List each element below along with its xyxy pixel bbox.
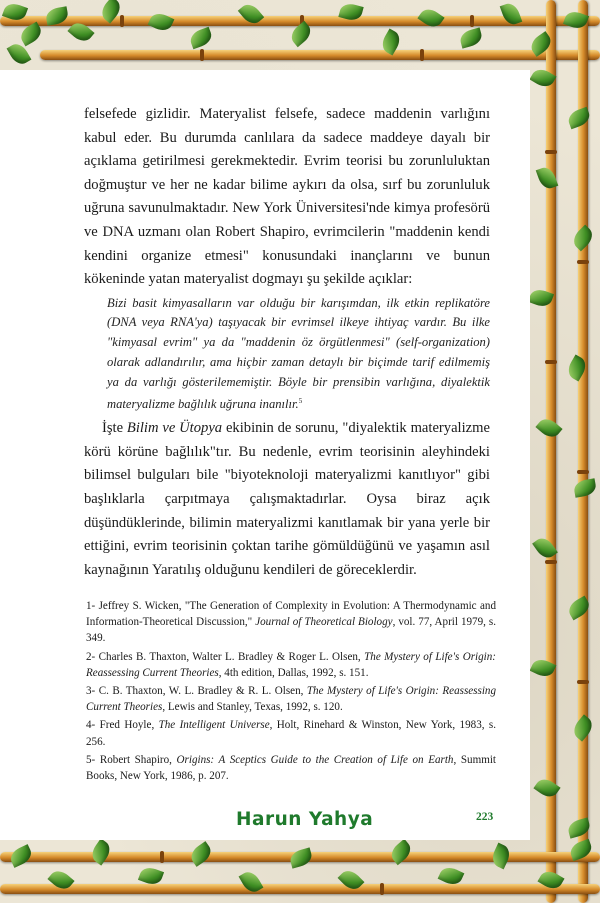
footnote-5: 5- Robert Shapiro, Origins: A Sceptics Guide to the Creation of Life on Earth, Summit Books, New York, 1986, p. 207. [86, 753, 496, 783]
author-name: Harun Yahya [236, 809, 374, 830]
ivy-leaves-bottom [0, 838, 600, 903]
quote-footnote-ref: 5 [298, 397, 303, 406]
block-quote [107, 294, 490, 415]
footnote-3: 3- C. B. Thaxton, W. L. Bradley & R. L. Olsen, The Mystery of Life's Origin: Reassessing Current Theories, Lewis and Stanley, Texas, 1992, s. 120. [86, 685, 496, 714]
paragraph-1: felsefede gizlidir. Materyalist felsefe, sadece maddenin varlığını kabul eder. Bu durumda canlılara da sadece maddeye dayalı bir açıklama getirilmesi gerekmektedir. Evrim teorisi bu zorunluluktan doğmuştur ve her ne kadar bilime aykırı da olsa, sırf bu zorunluluk uğruna savunulmaktadır. New York Üniversitesi'nde kimya profesörü ve DNA uzmanı olan Robert Shapiro, evrimcilerin "maddenin kendi kendini organize etmesi" konusundaki inançlarını ve bunun kökeninde yatan materyalist dogmayı şu şekilde açıklar: [84, 106, 490, 288]
footnote-1: 1- Jeffrey S. Wicken, "The Generation of Complexity in Evolution: A Thermodynamic and Information-Theoretical Discussion," Journal of Theoretical Biology, vol. 77, April 1979, s. 349. [86, 600, 496, 645]
footnote-4: 4- Fred Hoyle, The Intelligent Universe, Holt, Rinehard & Winston, New York, 1983, s. 256. [86, 719, 496, 748]
ivy-leaves-right [528, 60, 600, 850]
paragraph-2: İşte Bilim ve Ütopya ekibinin de sorunu, "diyalektik materyalizme körü körüne bağlılık"tır. Bu nedenle, evrim teorisinin aleyhindeki bilimsel bulguları bile "biyoteknoloji materyalizmi kanıtlıyor" gibi başlıklarla çarpıtmaya çalışmaktadırlar. Oysa biraz açık düşündüklerinde, bilimin materyalizmi kanıtlamak bir yana yerle bir ettiğini, evrim teorisinin çoktan tarihe gömüldüğünü ve yaşamın asıl kaynağının Yaratılış olduğunu kendileri de göreceklerdir. [84, 420, 490, 578]
main-text [84, 103, 490, 582]
book-title-emphasis: Bilim ve Ütopya [126, 420, 223, 437]
ivy-leaves-top [0, 0, 600, 70]
quote-text: Bizi basit kimyasalların var olduğu bir karışımdan, ilk etkin replikatöre (DNA veya RNA'ya) taşıyacak bir evrimsel ilkeye ihtiyaç vardır. Bu ilke "kimyasal evrim" ya da "maddenin öz örgütlenmesi" (self-organization) olarak adlandırılır, ama hiçbir zaman detaylı bir biçimde tarif edilmemiş ya da varlığı gösterilememiştir. Böyle bir prensibin varlığına, diyalektik materyalizme bağlılık uğruna inanılır. [107, 295, 490, 412]
footnote-2: 2- Charles B. Thaxton, Walter L. Bradley & Roger L. Olsen, The Mystery of Life's Origin: Reassessing Current Theories, 4th edition, Dallas, 1992, s. 151. [86, 650, 496, 679]
page-number: 223 [476, 811, 494, 823]
footnotes [86, 598, 496, 786]
